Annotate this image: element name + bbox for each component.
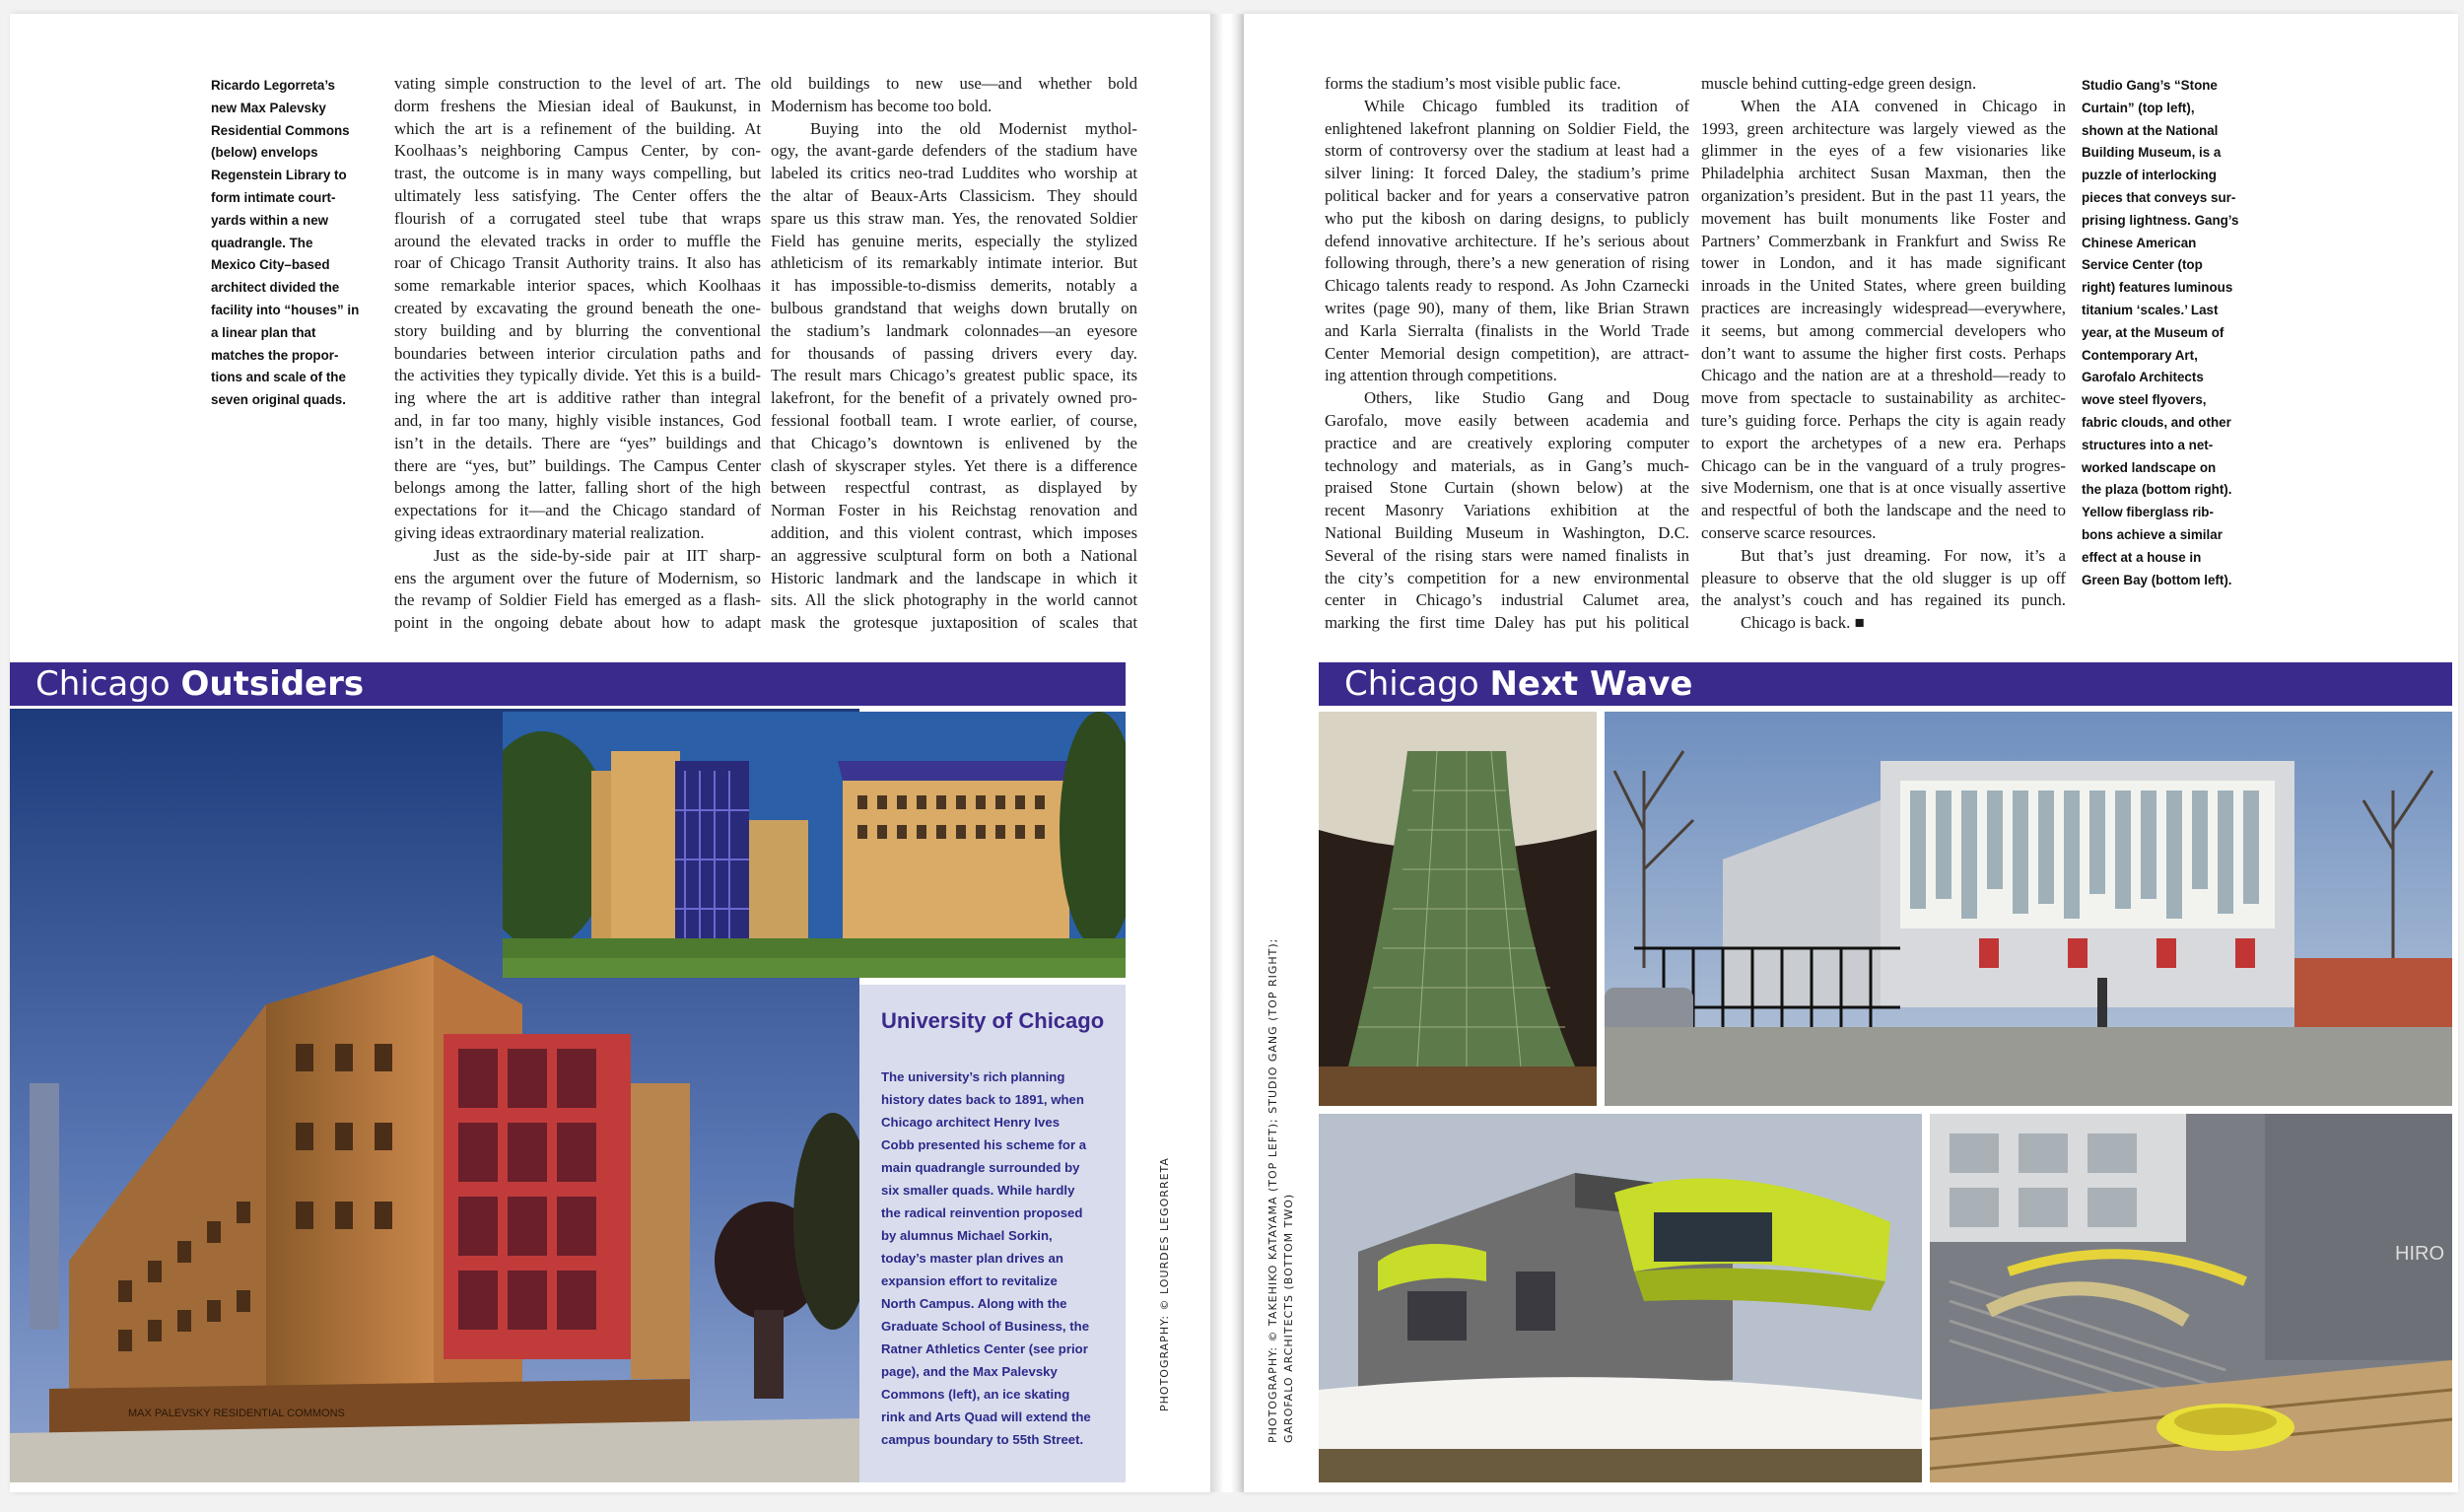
caption-line: shown at the National (2082, 122, 2219, 138)
body-text-line: point in the ongoing debate about how to adapt (394, 613, 761, 633)
body-text-line: that Chicago’s downtown is enlivened by the (771, 433, 1137, 452)
section-bar-chicago-next-wave (1319, 662, 2452, 706)
spread-gutter (1210, 14, 1244, 1492)
caption-line: new Max Palevsky (211, 100, 326, 115)
body-text-line: created by excavating the ground beneath the one- (394, 298, 761, 317)
body-text-line: for thousands of passing drivers every day. (771, 343, 1137, 363)
body-text-line: the analyst’s couch and has regained its punch. (1701, 590, 2066, 610)
body-text-line: boundaries between interior circulation paths and (394, 343, 761, 363)
right-photo-caption (2082, 75, 2238, 591)
caption-line: pieces that conveys sur- (2082, 189, 2236, 205)
body-text-line: giving ideas extraordinary material realization. (394, 522, 705, 542)
body-text-line: Partners’ Commerzbank in Frankfurt and Swiss Re (1701, 231, 2066, 250)
body-text-line: move from spectacle to sustainability as architec- (1701, 388, 2066, 408)
body-text-line: technology and materials, as in Gang’s much- (1325, 455, 1689, 475)
caption-line: matches the propor- (211, 347, 339, 363)
body-text-line: dorm freshens the Miesian ideal of Baukunst, in (394, 96, 761, 115)
body-text-line: center in Chicago’s industrial Calumet area, (1325, 590, 1689, 610)
building-sign-text: MAX PALEVSKY RESIDENTIAL COMMONS (128, 1408, 345, 1419)
body-text-line: Garofalo, move easily between academia and (1325, 410, 1689, 430)
sidebar-line: Chicago architect Henry Ives (881, 1115, 1061, 1130)
body-text-line: vating simple construction to the level of art. The (394, 74, 761, 93)
body-text-line: But that’s just dreaming. For now, it’s a (1741, 545, 2066, 565)
caption-line: Service Center (top (2082, 257, 2203, 273)
body-text-line: the stadium’s landmark colonnades—an eyesore (771, 320, 1137, 340)
sidebar-line: main quadrangle surrounded by (881, 1160, 1080, 1175)
sidebar-line: history dates back to 1891, when (881, 1092, 1084, 1107)
left-page-text-column-2 (771, 73, 1137, 635)
caption-line: Regenstein Library to (211, 168, 347, 183)
body-text-line: fessional football team. I wrote earlier, of course, (771, 410, 1137, 430)
body-text-line: Philadelphia architect Susan Maxman, then the (1701, 164, 2066, 183)
body-text-line: While Chicago fumbled its tradition of (1364, 96, 1689, 115)
body-text-line: bulbous grandstand that weighs down brutally on (771, 298, 1137, 317)
museum-sign-text: HIRO (2395, 1243, 2444, 1265)
caption-line: Studio Gang’s “Stone (2082, 78, 2218, 93)
body-text-line: don’t want to assume the higher first costs. Perhaps (1701, 343, 2066, 363)
body-text-line: practice and are creatively exploring computer (1325, 433, 1689, 452)
sidebar-university-of-chicago (859, 985, 1126, 1482)
caption-line: worked landscape on (2082, 459, 2217, 475)
photo-green-bay-house (1319, 1114, 1922, 1482)
body-text-line: story building and by blurring the conventional (394, 320, 761, 340)
sidebar-line: today’s master plan drives an (881, 1251, 1063, 1266)
caption-line: bons achieve a similar (2082, 526, 2223, 542)
right-photo-credit (1266, 938, 1297, 1443)
body-text-line: the revamp of Soldier Field has emerged as a flash- (394, 590, 761, 610)
body-text-line: an aggressive sculptural form on both a National (771, 545, 1137, 565)
body-text-line: recent Masonry Variations exhibition at the (1325, 501, 1689, 520)
caption-line: facility into “houses” in (211, 302, 360, 317)
body-text-line: sits. All the slick photography in the world cannot (771, 590, 1137, 610)
sidebar-body-text (881, 1065, 1091, 1451)
caption-line: Green Bay (bottom left). (2082, 572, 2232, 587)
body-text-line: glimmer in the eyes of a few visionaries like (1701, 141, 2066, 161)
photo-stone-curtain (1319, 712, 1597, 1106)
body-text-line: ture’s guiding force. Perhaps the city is again ready (1701, 410, 2066, 430)
body-text-line: who put the kibosh on daring designs, to publicly (1325, 208, 1689, 228)
body-text-line: labeled its critics neo-trad Luddites who worship at (771, 164, 1137, 183)
body-text-line: defend innovative architecture. If he’s serious about (1325, 231, 1689, 250)
body-text-line: silver lining: It forced Daley, the stadium’s prime (1325, 164, 1689, 183)
caption-line: fabric clouds, and other (2082, 414, 2231, 430)
body-text-line: When the AIA convened in Chicago in (1741, 96, 2066, 115)
sidebar-line: Graduate School of Business, the (881, 1319, 1090, 1334)
sidebar-line: expansion effort to revitalize (881, 1273, 1058, 1288)
section-title-light: Chicago (35, 664, 171, 704)
body-text-line: lakefront, for the benefit of a privately owned pro- (771, 388, 1137, 408)
body-text-line: clash of skyscraper styles. Yet there is a difference (771, 455, 1137, 475)
body-text-line: and Karla Sierralta (finalists in the World Trade (1325, 320, 1689, 340)
caption-line: titanium ‘scales.’ Last (2082, 302, 2219, 317)
body-text-line: pleasure to observe that the old slugger is up off (1701, 568, 2066, 587)
body-text-line: athleticism of its remarkably intimate interior. But (771, 253, 1137, 273)
caption-line: the plaza (bottom right). (2082, 482, 2232, 498)
sidebar-line: by alumnus Michael Sorkin, (881, 1228, 1053, 1243)
sidebar-line: the radical reinvention proposed (881, 1205, 1083, 1220)
body-text-line: ultimately less satisfying. The Center offers the (394, 185, 761, 205)
body-text-line: mask the grotesque juxtaposition of scales that (771, 613, 1137, 633)
body-text-line: ens the argument over the future of Modernism, so (394, 568, 761, 587)
caption-line: Residential Commons (211, 122, 350, 138)
body-text-line: it has impossible-to-dismiss demerits, notably a (771, 276, 1137, 296)
body-text-line: Chicago and the nation are at a threshold—ready to (1701, 366, 2066, 385)
body-text-line: trast, the outcome is in many ways compelling, but (394, 164, 761, 183)
body-text-line: belongs among the latter, falling short of the high (394, 478, 761, 498)
body-text-line: sive Modernism, one that is at once visually assertive (1701, 478, 2066, 498)
body-text-line: following through, there’s a new generation of rising (1325, 253, 1689, 273)
body-text-line: some remarkable interior spaces, which Koolhaas (394, 276, 761, 296)
sidebar-line: Cobb presented his scheme for a (881, 1137, 1087, 1152)
caption-line: (below) envelops (211, 145, 318, 161)
body-text-line: Chicago talents ready to respond. As John Czarnecki (1325, 276, 1689, 296)
body-text-line: isn’t in the details. There are “yes” buildings and (394, 433, 761, 452)
caption-line: structures into a net- (2082, 437, 2214, 452)
body-text-line: Field has genuine merits, especially the stylized (771, 231, 1137, 250)
body-text-line: roar of Chicago Transit Authority trains. It also has (394, 253, 761, 273)
body-text-line: practices are increasingly widespread—everywhere, (1701, 298, 2066, 317)
body-text-line: spare us this straw man. Yes, the renovated Soldier (771, 208, 1137, 228)
caption-line: prising lightness. Gang’s (2082, 212, 2239, 228)
caption-line: puzzle of interlocking (2082, 168, 2217, 183)
body-text-line: Chicago can be in the vanguard of a truly progres- (1701, 455, 2066, 475)
caption-line: seven original quads. (211, 392, 346, 408)
sidebar-title: University of Chicago (881, 1008, 1105, 1033)
sidebar-line: campus boundary to 55th Street. (881, 1432, 1084, 1447)
body-text-line: movement has built monuments like Foster and (1701, 208, 2066, 228)
body-text-line: to export the archetypes of a new era. Perhaps (1701, 433, 2066, 452)
body-text-line: The result mars Chicago’s greatest public space, its (771, 366, 1137, 385)
caption-line: Garofalo Architects (2082, 370, 2204, 385)
body-text-line: Chicago is back. ■ (1741, 613, 1865, 633)
caption-line: wove steel flyovers, (2082, 392, 2207, 408)
section-title-light: Chicago (1344, 664, 1479, 704)
caption-line: Ricardo Legorreta’s (211, 78, 336, 93)
sidebar-line: North Campus. Along with the (881, 1296, 1067, 1311)
sidebar-line: rink and Arts Quad will extend the (881, 1409, 1091, 1424)
body-text-line: ing attention through competitions. (1325, 366, 1557, 385)
body-text-line: Buying into the old Modernist mythol- (810, 118, 1137, 138)
body-text-line: writes (page 90), many of them, like Brian Strawn (1325, 298, 1689, 317)
body-text-line: enlightened lakefront planning on Soldier Field, the (1325, 118, 1689, 138)
body-text-line: expectations for it—and the Chicago standard of (394, 501, 761, 520)
body-text-line: and, in far too many, highly visible instances, God (394, 410, 761, 430)
sidebar-line: The university’s rich planning (881, 1069, 1065, 1084)
body-text-line: inroads in the United States, where green building (1701, 276, 2066, 296)
left-photo-caption (211, 75, 359, 412)
body-text-line: Just as the side-by-side pair at IIT sharp- (434, 545, 761, 565)
caption-line: quadrangle. The (211, 235, 313, 250)
caption-line: Chinese American (2082, 235, 2197, 250)
body-text-line: there are “yes, but” buildings. The Campus Center (394, 455, 761, 475)
left-page-text-column-1 (394, 73, 761, 635)
right-page-text-column-1 (1325, 73, 1689, 635)
body-text-line: around the elevated tracks in order to muffle the (394, 231, 761, 250)
body-text-line: marking the first time Daley has put his political (1325, 613, 1689, 633)
caption-line: tions and scale of the (211, 370, 346, 385)
body-text-line: Norman Foster in his Reichstag renovation and (771, 501, 1137, 520)
caption-line: form intimate court- (211, 189, 336, 205)
sidebar-line: page), and the Max Palevsky (881, 1364, 1058, 1379)
body-text-line: flourish of a corrugated steel tube that wraps (394, 208, 761, 228)
section-title-bold: Outsiders (180, 664, 365, 704)
body-text-line: and respectful of both the landscape and the need to (1701, 501, 2066, 520)
sidebar-line: Ratner Athletics Center (see prior (881, 1341, 1088, 1356)
caption-line: a linear plan that (211, 324, 316, 340)
body-text-line: forms the stadium’s most visible public face. (1325, 74, 1621, 93)
left-page (10, 14, 1210, 1492)
body-text-line: tower in London, and it has made significant (1701, 253, 2066, 273)
sidebar-line: Commons (left), an ice skating (881, 1387, 1070, 1402)
body-text-line: between respectful contrast, as displayed by (771, 478, 1137, 498)
body-text-line: Others, like Studio Gang and Doug (1364, 388, 1689, 408)
right-page-text-column-2 (1701, 73, 2066, 635)
caption-line: effect at a house in (2082, 549, 2202, 565)
caption-line: right) features luminous (2082, 280, 2233, 296)
body-text-line: Historic landmark and the landscape in which it (771, 568, 1137, 587)
body-text-line: Koolhaas’s neighboring Campus Center, by con- (394, 141, 761, 161)
body-text-line: addition, and this violent contrast, which imposes (771, 522, 1137, 542)
section-bar-chicago-outsiders (10, 662, 1126, 706)
caption-line: architect divided the (211, 280, 340, 296)
body-text-line: Several of the rising stars were named finalists in (1325, 545, 1689, 565)
caption-line: Contemporary Art, (2082, 347, 2198, 363)
body-text-line: ing where the art is additive rather than integral (394, 388, 761, 408)
body-text-line: which the art is a refinement of the building. At (394, 118, 761, 138)
body-text-line: the altar of Beaux-Arts Classicism. They should (771, 185, 1137, 205)
body-text-line: political backer and for years a conservative patron (1325, 185, 1689, 205)
right-page (1244, 14, 2458, 1492)
body-text-line: the city’s competition for a new environmental (1325, 568, 1689, 587)
body-text-line: Center Memorial design competition), are attract- (1325, 343, 1689, 363)
left-photo-credit: PHOTOGRAPHY: © LOURDES LEGORRETA (1158, 1157, 1171, 1411)
caption-line: Curtain” (top left), (2082, 100, 2195, 115)
photo-mca-plaza (1930, 1114, 2452, 1482)
caption-line: year, at the Museum of (2082, 324, 2224, 340)
body-text-line: organization’s president. But in the past 11 years, the (1701, 185, 2066, 205)
body-text-line: it seems, but among commercial developers who (1701, 320, 2066, 340)
body-text-line: Modernism has become too bold. (771, 96, 992, 115)
body-text-line: 1993, green architecture was largely viewed as the (1701, 118, 2066, 138)
credit-line: PHOTOGRAPHY: © TAKEHIKO KATAYAMA (TOP LEFT); STUDIO GANG (TOP RIGHT); (1266, 937, 1279, 1443)
caption-line: yards within a new (211, 212, 329, 228)
body-text-line: storm of controversy over the stadium at least had a (1325, 141, 1689, 161)
photo-chinese-american-service-center (1605, 712, 2452, 1106)
body-text-line: the activities they typically divide. Yet this is a build- (394, 366, 761, 385)
section-title-bold: Next Wave (1489, 664, 1693, 704)
body-text-line: ogy, the avant-garde defenders of the stadium have (771, 141, 1137, 161)
sidebar-line: six smaller quads. While hardly (881, 1183, 1075, 1198)
caption-line: Mexico City–based (211, 257, 330, 273)
body-text-line: muscle behind cutting-edge green design. (1701, 74, 1977, 93)
credit-line: GAROFALO ARCHITECTS (BOTTOM TWO) (1282, 1193, 1295, 1443)
body-text-line: old buildings to new use—and whether bold (771, 74, 1137, 93)
body-text-line: National Building Museum in Washington, D.C. (1325, 522, 1689, 542)
photo-campus-quad (503, 712, 1126, 978)
caption-line: Yellow fiberglass rib- (2082, 505, 2214, 520)
body-text-line: praised Stone Curtain (shown below) at the (1325, 478, 1689, 498)
caption-line: Building Museum, is a (2082, 145, 2222, 161)
body-text-line: conserve scarce resources. (1701, 522, 1877, 542)
